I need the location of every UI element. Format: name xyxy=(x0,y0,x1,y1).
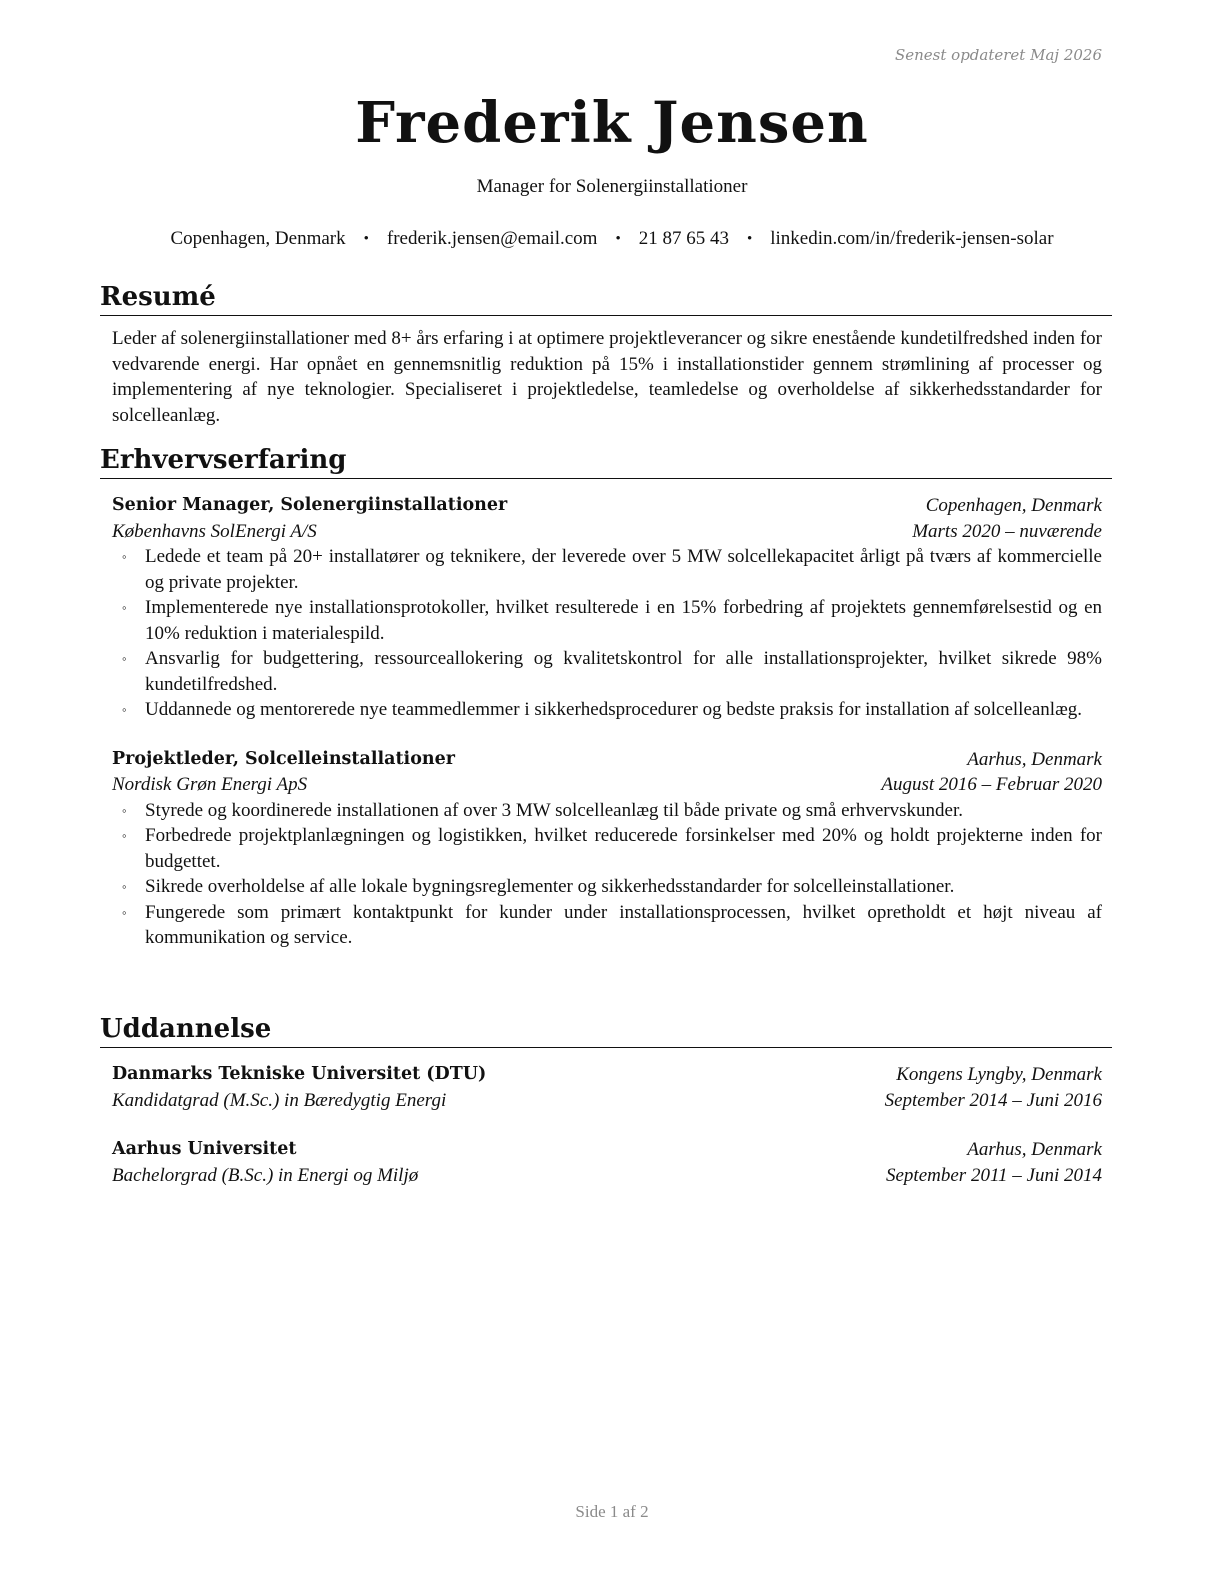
bullet-text: Fungerede som primært kontaktpunkt for kunder under installationsprocessen, hvilket opretholdt et højt niveau af kommunikation og service. xyxy=(145,901,1102,948)
summary-text: Leder af solenergiinstallationer med 8+ års erfaring i at optimere projektleverancer og sikre enestående kundetilfredshed inden for vedvarende energi. Har opnået en gennemsnitlig reduktion på 15% i installationstider gennem strømlining af processer og implementering af nye teknologier. Specialiseret i projektledelse, teamledelse og overholdelse af sikkerhedsstandarder for solcelleanlæg. xyxy=(112,328,1102,426)
job-entry xyxy=(112,747,1102,951)
education-entry xyxy=(112,1137,1102,1188)
job-company: Københavns SolEnergi A/S xyxy=(112,520,317,542)
list-item xyxy=(112,874,1102,900)
job-subheader-row xyxy=(112,772,1102,798)
section-heading-education: Uddannelse xyxy=(100,1012,1112,1048)
hollow-bullet-icon: ◦ xyxy=(122,828,127,843)
hollow-bullet-icon: ◦ xyxy=(122,879,127,894)
job-header-row xyxy=(112,747,1102,773)
job-location: Copenhagen, Denmark xyxy=(925,495,1102,516)
page-number: Side 1 af 2 xyxy=(575,1502,649,1521)
school-name: Aarhus Universitet xyxy=(112,1139,297,1159)
job-company: Nordisk Grøn Energi ApS xyxy=(112,774,308,795)
hollow-bullet-icon: ◦ xyxy=(122,802,127,818)
bullet-separator-icon: • xyxy=(615,231,621,247)
contact-phone[interactable]: 21 87 65 43 xyxy=(638,228,729,249)
bullet-text: Sikrede overholdelse af alle lokale bygningsreglementer og sikkerhedsstandarder for solcelleinstallationer. xyxy=(145,876,955,897)
job-title: Manager for Solenergiinstallationer xyxy=(476,176,748,197)
bullet-text: Forbedrede projektplanlægningen og logistikken, hvilket reducerede forsinkelser med 20% og holdt projekterne inden for budgettet. xyxy=(145,825,1102,872)
education-dates: September 2014 – Juni 2016 xyxy=(884,1089,1102,1111)
job-header-row xyxy=(112,493,1102,519)
job-bullet-list xyxy=(112,544,1102,723)
section-heading-experience: Erhvervserfaring xyxy=(100,443,1112,479)
contact-location: Copenhagen, Denmark xyxy=(170,228,346,249)
bullet-separator-icon: • xyxy=(363,231,369,247)
school-location: Kongens Lyngby, Denmark xyxy=(896,1064,1102,1085)
job-title: Senior Manager, Solenergiinstallationer xyxy=(112,495,508,515)
education-dates: September 2011 – Juni 2014 xyxy=(886,1164,1102,1186)
education-subheader-row xyxy=(112,1088,1102,1114)
job-dates: August 2016 – Februar 2020 xyxy=(881,774,1102,795)
list-item xyxy=(112,595,1102,646)
hollow-bullet-icon: ◦ xyxy=(122,600,127,615)
job-entry xyxy=(112,493,1102,723)
bullet-text: Uddannede og mentorerede nye teammedlemmer i sikkerhedsprocedurer og bedste praksis for installation af solcelleanlæg. xyxy=(145,699,1083,720)
list-item xyxy=(112,798,1102,824)
education-header-row xyxy=(112,1062,1102,1088)
hollow-bullet-icon: ◦ xyxy=(122,904,127,920)
school-name: Danmarks Tekniske Universitet (DTU) xyxy=(112,1064,487,1084)
contact-email[interactable]: frederik.jensen@email.com xyxy=(386,228,598,249)
hollow-bullet-icon: ◦ xyxy=(122,702,127,717)
job-location: Aarhus, Denmark xyxy=(967,748,1102,770)
education-header-row xyxy=(112,1137,1102,1163)
education-entry xyxy=(112,1062,1102,1113)
bullet-text: Ansvarlig for budgettering, ressourceallokering og kvalitetskontrol for alle installationsprojekter, hvilket sikrede 98% kundetilfredshed. xyxy=(145,648,1102,695)
bullet-separator-icon: • xyxy=(746,231,753,247)
list-item xyxy=(112,646,1102,697)
degree: Bachelorgrad (B.Sc.) in Energi og Miljø xyxy=(112,1164,419,1186)
candidate-name: Frederik Jensen xyxy=(355,90,869,156)
experience-section xyxy=(100,443,1112,951)
contact-linkedin[interactable]: linkedin.com/in/frederik-jensen-solar xyxy=(770,228,1054,249)
job-bullet-list xyxy=(112,798,1102,951)
education-subheader-row xyxy=(112,1163,1102,1189)
job-dates: Marts 2020 – nuværende xyxy=(912,520,1102,542)
school-location: Aarhus, Denmark xyxy=(967,1139,1102,1160)
section-heading-summary: Resumé xyxy=(100,280,1112,316)
hollow-bullet-icon: ◦ xyxy=(122,549,127,564)
contact-line xyxy=(0,228,1224,250)
list-item xyxy=(112,900,1102,951)
degree: Kandidatgrad (M.Sc.) in Bæredygtig Energi xyxy=(112,1089,447,1111)
job-subheader-row xyxy=(112,519,1102,545)
list-item xyxy=(112,823,1102,874)
education-section xyxy=(100,1012,1112,1188)
job-title: Projektleder, Solcelleinstallationer xyxy=(112,748,455,769)
summary-section xyxy=(100,280,1112,428)
bullet-text: Ledede et team på 20+ installatører og teknikere, der leverede over 5 MW solcellekapacitet årligt på tværs af kommercielle og private projekter. xyxy=(145,546,1102,593)
list-item xyxy=(112,544,1102,595)
last-updated: Senest opdateret Maj 2026 xyxy=(894,46,1102,64)
list-item xyxy=(112,697,1102,723)
bullet-text: Implementerede nye installationsprotokoller, hvilket resulterede i en 15% forbedring af projektets gennemførelsestid og en 10% reduktion i materialespild. xyxy=(145,597,1102,644)
hollow-bullet-icon: ◦ xyxy=(122,651,127,666)
bullet-text: Styrede og koordinerede installationen af over 3 MW solcelleanlæg til både private og små erhvervskunder. xyxy=(145,799,963,821)
